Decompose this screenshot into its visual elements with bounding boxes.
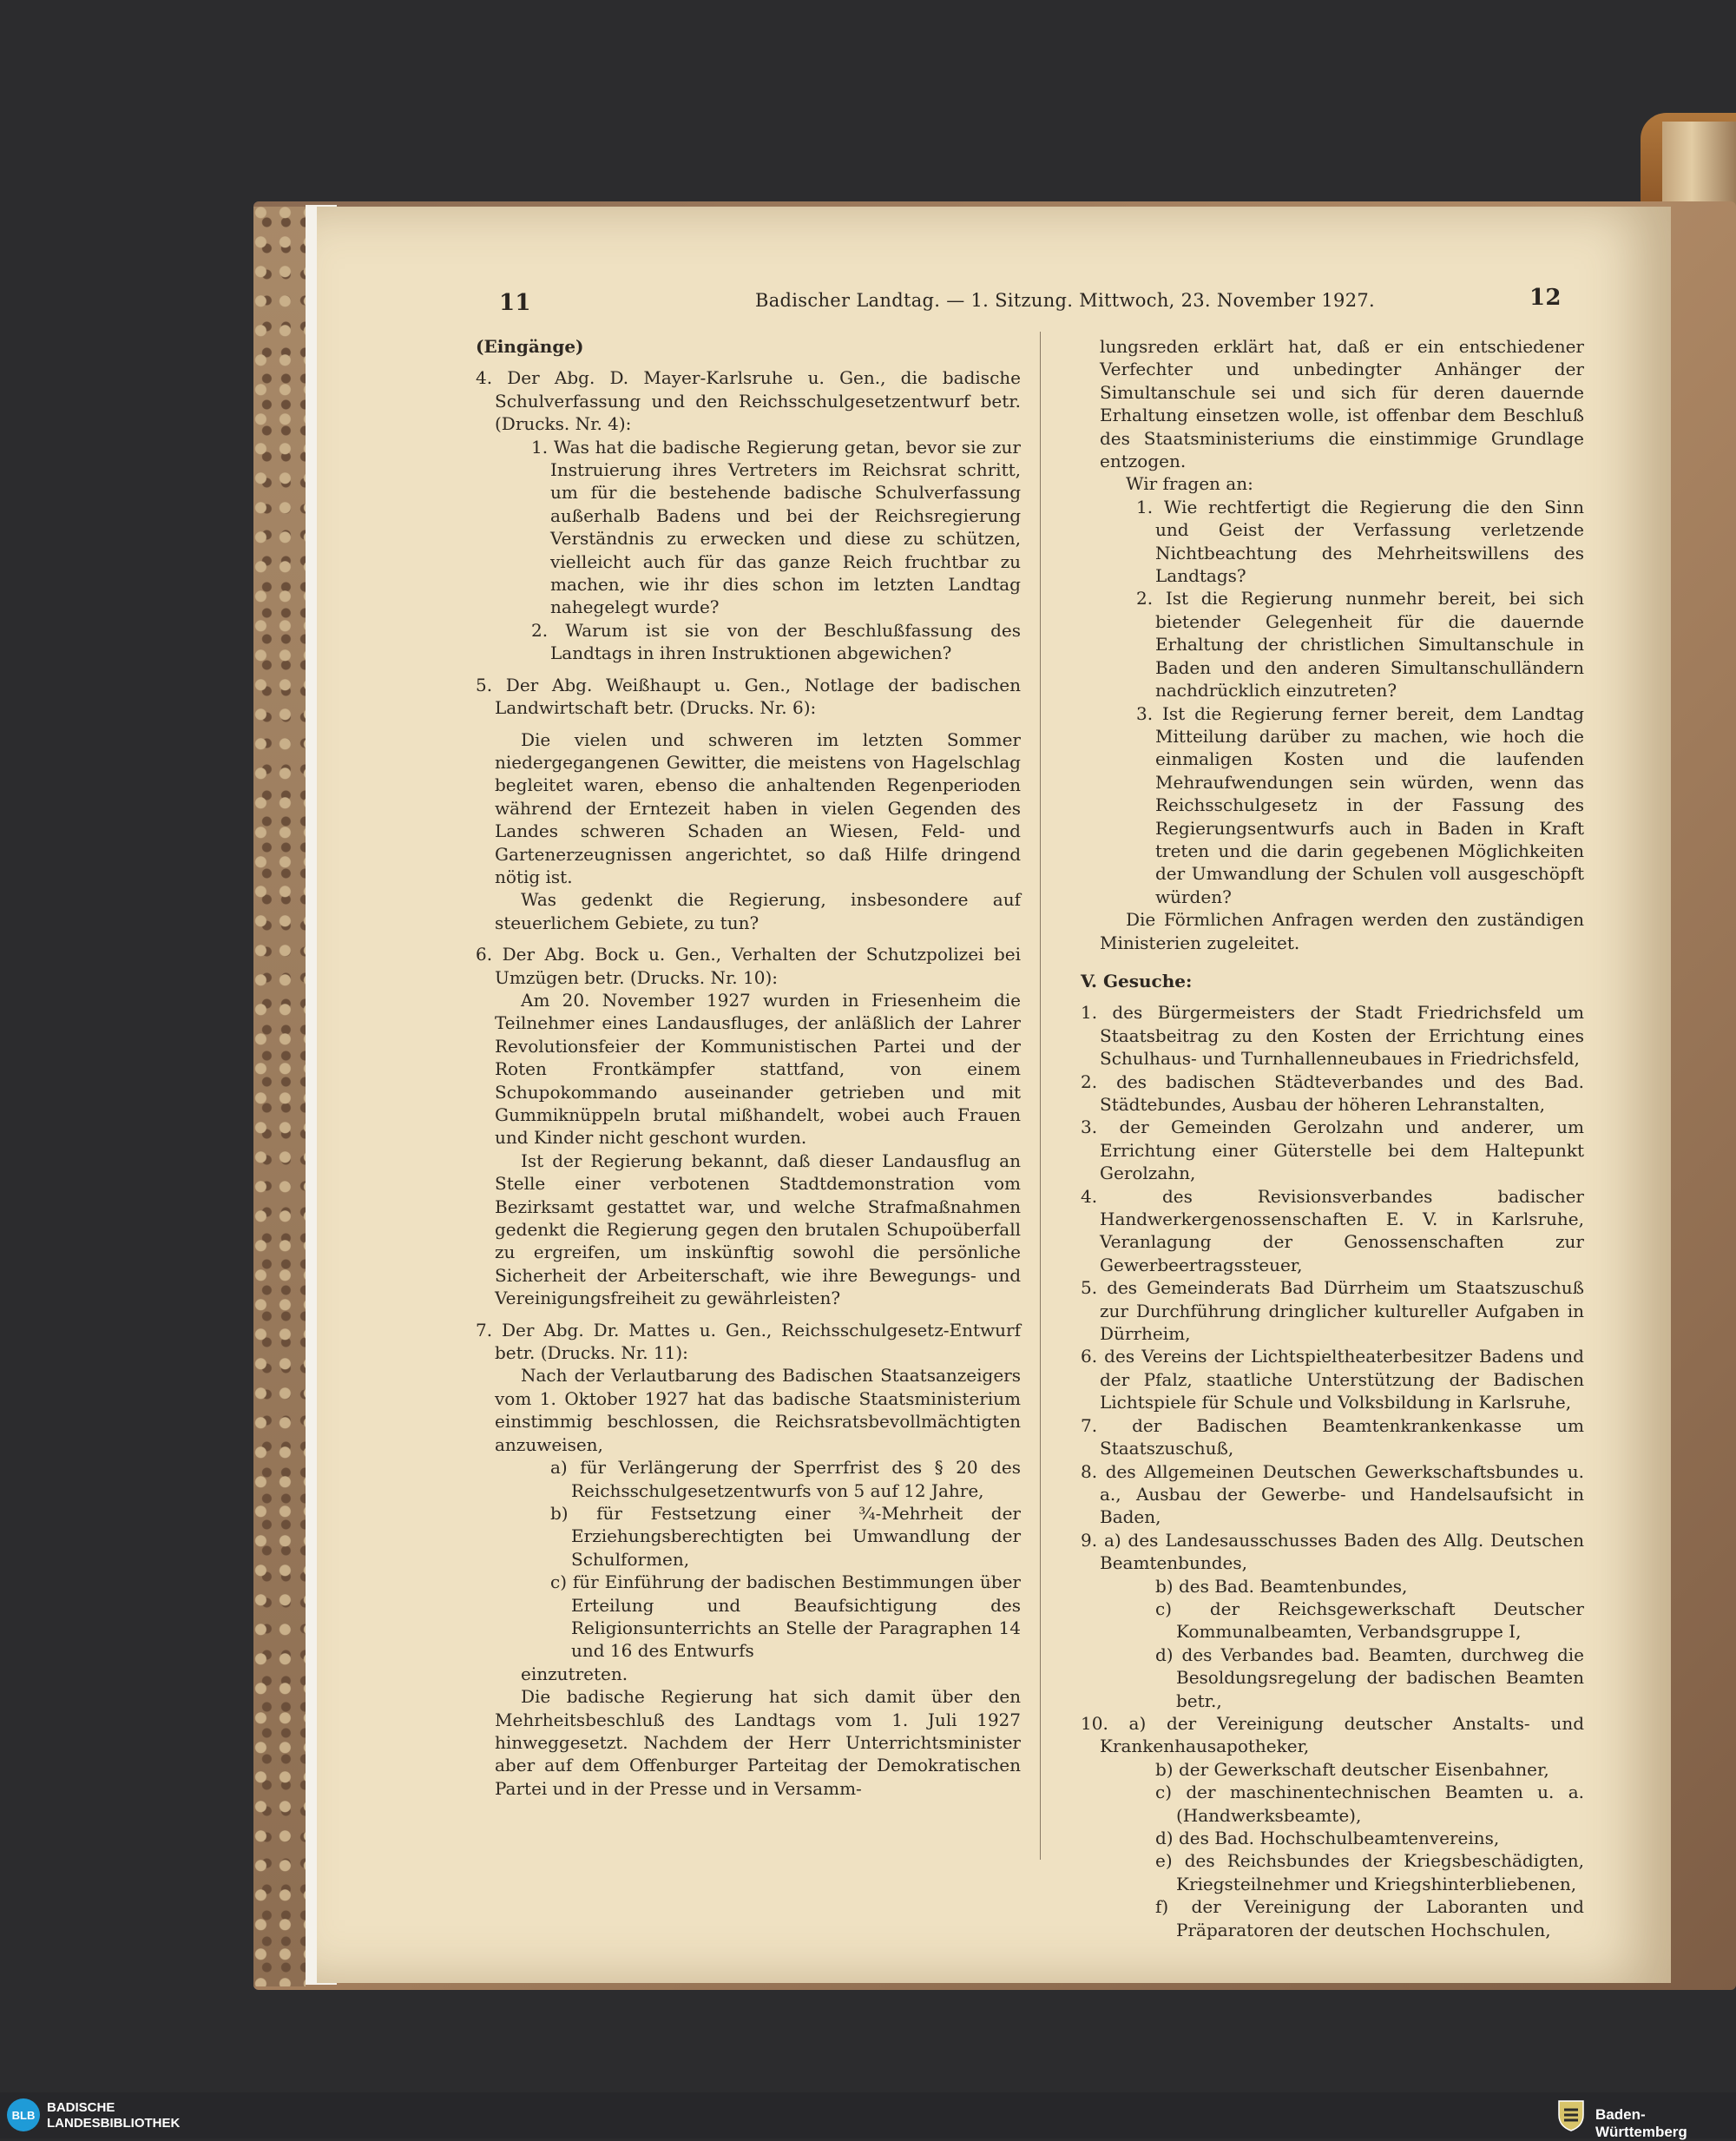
right-column-paragraph: 5. des Gemeinderats Bad Dürrheim um Staatszuschuß zur Durchführung dringlicher kultureller Aufgaben in Dürrheim,	[1081, 1277, 1584, 1345]
left-column-paragraph: 4. Der Abg. D. Mayer-Karlsruhe u. Gen., die badische Schulverfassung und den Reichsschulgesetzentwurf betr. (Drucks. Nr. 4):	[476, 367, 1021, 435]
left-column-paragraph: 5. Der Abg. Weißhaupt u. Gen., Notlage der badischen Landwirtschaft betr. (Drucks. Nr. 6):	[476, 674, 1021, 719]
blb-logo-icon[interactable]: BLB	[7, 2098, 40, 2131]
right-column-paragraph: 7. der Badischen Beamtenkrankenkasse um Staatszuschuß,	[1081, 1414, 1584, 1459]
right-column-paragraph: d) des Verbandes bad. Beamten, durchweg die Besoldungsregelung der badischen Beamten betr.,	[1155, 1644, 1584, 1711]
right-column-paragraph: 6. des Vereins der Lichtspieltheaterbesitzer Badens und der Pfalz, staatliche Unterstützung der Badischen Lichtspiele für Schule und Volksbildung in Karlsruhe,	[1081, 1346, 1584, 1413]
right-column-paragraph: d) des Bad. Hochschulbeamtenvereins,	[1155, 1828, 1500, 1848]
right-column-paragraph: b) der Gewerkschaft deutscher Eisenbahner,	[1155, 1758, 1549, 1780]
left-column-paragraph: Was gedenkt die Regierung, insbesondere auf steuerlichem Gebiete, zu tun?	[495, 889, 1021, 933]
left-column-paragraph: b) für Festsetzung einer ¾-Mehrheit der Erziehungsberechtigten bei Umwandlung der Schulformen,	[550, 1502, 1021, 1570]
left-column-paragraph: Nach der Verlautbarung des Badischen Staatsanzeigers vom 1. Oktober 1927 hat das badische Staatsministerium einstimmig beschlossen, die Reichsratsbevollmächtigten anzuweisen,	[495, 1365, 1021, 1455]
right-column-paragraph: 2. Ist die Regierung nunmehr bereit, bei sich bietender Gelegenheit für die dauernde Erhaltung der christlichen Simultanschule in Baden und den anderen Simultanschulländern nachdrücklich einzutreten?	[1136, 588, 1584, 702]
page-number-left: 11	[499, 290, 531, 316]
library-name-line1[interactable]: BADISCHE	[47, 2100, 115, 2115]
coat-of-arms-icon[interactable]	[1554, 2098, 1588, 2132]
right-column-paragraph: c) der maschinentechnischen Beamten u. a. (Handwerksbeamte),	[1155, 1782, 1584, 1826]
right-column-paragraph: 4. des Revisionsverbandes badischer Handwerkergenossenschaften E. V. in Karlsruhe, Veranlagung der Genossenschaften zur Gewerbeertragssteuer,	[1081, 1185, 1584, 1275]
left-column-paragraph: 2. Warum ist sie von der Beschlußfassung des Landtags in ihren Instruktionen abgewichen?	[531, 619, 1021, 664]
right-column-paragraph: e) des Reichsbundes der Kriegsbeschädigten, Kriegsteilnehmer und Kriegshinterbliebenen,	[1155, 1850, 1584, 1894]
left-column-paragraph: a) für Verlängerung der Sperrfrist des § 20 des Reichsschulgesetzentwurfs von 5 auf 12 Jahre,	[550, 1457, 1021, 1501]
left-column-paragraph: c) für Einführung der badischen Bestimmungen über Erteilung und Beaufsichtigung des Religionsunterrichts an Stelle der Paragraphen 14 und 16 des Entwurfs	[550, 1571, 1021, 1662]
right-column-paragraph: 2. des badischen Städteverbandes und des Bad. Städtebundes, Ausbau der höheren Lehranstalten,	[1081, 1070, 1584, 1115]
right-column-paragraph: 1. Wie rechtfertigt die Regierung die den Sinn und Geist der Verfassung verletzende Nichtbeachtung des Mehrheitswillens des Landtags?	[1136, 496, 1584, 587]
right-column	[1081, 335, 1584, 1941]
left-column-paragraph: einzutreten.	[521, 1663, 628, 1684]
left-column-paragraph: 7. Der Abg. Dr. Mattes u. Gen., Reichsschulgesetz-Entwurf betr. (Drucks. Nr. 11):	[476, 1319, 1021, 1364]
left-column-paragraph: Ist der Regierung bekannt, daß dieser Landausflug an Stelle einer verbotenen Stadtdemonstration vom Bezirksamt gestattet war, und welche Strafmaßnahmen gedenkt die Regierung gegen den brutalen Schupoüberfall zu ergreifen, um inskünftig sowohl die persönliche Sicherheit der Arbeiterschaft, wie ihre Bewegungs- und Vereinigungsfreiheit zu gewährleisten?	[495, 1150, 1021, 1309]
library-name-line2[interactable]: LANDESBIBLIOTHEK	[47, 2116, 181, 2131]
right-column-paragraph: Wir fragen an:	[1126, 473, 1253, 495]
footer-bar	[0, 2092, 1736, 2138]
left-column	[476, 335, 1021, 1800]
right-column-paragraph: lungsreden erklärt hat, daß er ein entschiedener Verfechter und unbedingter Anhänger der Simultanschule sei und sich für deren dauernde Erhaltung einsetzen wolle, ist offenbar dem Beschluß des Staatsministeriums die einstimmige Grundlage entzogen.	[1100, 336, 1584, 472]
page-number-right: 12	[1529, 285, 1562, 311]
left-column-paragraph: Am 20. November 1927 wurden in Friesenheim die Teilnehmer eines Landausfluges, der anläßlich der Lahrer Revolutionsfeier der Kommunistischen Partei und der Roten Frontkämpfer stattfand, von einem Schupokommando auseinander getrieben und mit Gummiknüppeln brutal mißhandelt, wobei auch Frauen und Kinder nicht geschont wurden.	[495, 989, 1021, 1149]
right-column-paragraph: 3. Ist die Regierung ferner bereit, dem Landtag Mitteilung darüber zu machen, wie hoch die einmaligen Kosten und die laufenden Mehraufwendungen sein würden, wenn das Reichsschulgesetz in der Fassung des Regierungsentwurfs auch in Baden in Kraft treten und die darin gegebenen Möglichkeiten der Umwandlung der Schulen voll ausgeschöpft würden?	[1136, 702, 1584, 907]
right-column-paragraph: 8. des Allgemeinen Deutschen Gewerkschaftsbundes u. a., Ausbau der Gewerbe- und Handelsaufsicht in Baden,	[1081, 1460, 1584, 1528]
right-column-paragraph: c) der Reichsgewerkschaft Deutscher Kommunalbeamten, Verbandsgruppe I,	[1155, 1598, 1584, 1643]
marbled-endpaper	[253, 207, 306, 1986]
left-column-paragraph: Die badische Regierung hat sich damit über den Mehrheitsbeschluß des Landtags vom 1. Juli 1927 hinweggesetzt. Nachdem der Herr Unterrichtsminister aber auf dem Offenburger Parteitag der Demokratischen Partei und in der Presse und in Versamm-	[495, 1686, 1021, 1799]
left-column-paragraph: 1. Was hat die badische Regierung getan, bevor sie zur Instruierung ihres Vertreters im Reichsrat schritt, um für die bestehende badische Schulverfassung außerhalb Badens und bei der Reichsregierung Verständnis zu erwecken und diese zu schützen, vielleicht auch für das ganze Reich fruchtbar zu machen, wie ihr dies schon im letzten Landtag nahegelegt wurde?	[531, 436, 1021, 618]
left-column-paragraph: (Eingänge)	[476, 336, 584, 357]
running-header: Badischer Landtag. — 1. Sitzung. Mittwoch, 23. November 1927.	[755, 290, 1375, 311]
right-column-paragraph: 10. a) der Vereinigung deutscher Anstalts- und Krankenhausapotheker,	[1081, 1712, 1584, 1757]
right-column-paragraph: f) der Vereinigung der Laboranten und Präparatoren der deutschen Hochschulen,	[1155, 1896, 1584, 1940]
right-column-paragraph: Die Förmlichen Anfragen werden den zuständigen Ministerien zugeleitet.	[1100, 909, 1584, 953]
left-column-paragraph: 6. Der Abg. Bock u. Gen., Verhalten der Schutzpolizei bei Umzügen betr. (Drucks. Nr. 10):	[476, 944, 1021, 988]
left-column-paragraph: Die vielen und schweren im letzten Sommer niedergegangenen Gewitter, die meistens von Hagelschlag begleitet waren, ebenso die anhaltenden Regenperioden während der Erntezeit haben in vielen Gegenden des Landes schweren Schaden an Wiesen, Feld- und Gartenerzeugnissen angerichtet, so daß Hilfe dringend nötig ist.	[495, 728, 1021, 887]
state-name[interactable]: Baden-Württemberg	[1595, 2106, 1687, 2140]
right-column-paragraph: 9. a) des Landesausschusses Baden des Allg. Deutschen Beamtenbundes,	[1081, 1529, 1584, 1574]
right-column-paragraph: 1. des Bürgermeisters der Stadt Friedrichsfeld um Staatsbeitrag zu den Kosten der Errichtung eines Schulhaus- und Turnhallenneubaues in Friedrichsfeld,	[1081, 1002, 1584, 1070]
column-divider	[1040, 332, 1041, 1860]
right-column-paragraph: 3. der Gemeinden Gerolzahn und anderer, um Errichtung einer Güterstelle bei dem Haltepunkt Gerolzahn,	[1081, 1117, 1584, 1184]
right-column-paragraph: V. Gesuche:	[1081, 970, 1193, 991]
right-column-paragraph: b) des Bad. Beamtenbundes,	[1155, 1575, 1408, 1597]
